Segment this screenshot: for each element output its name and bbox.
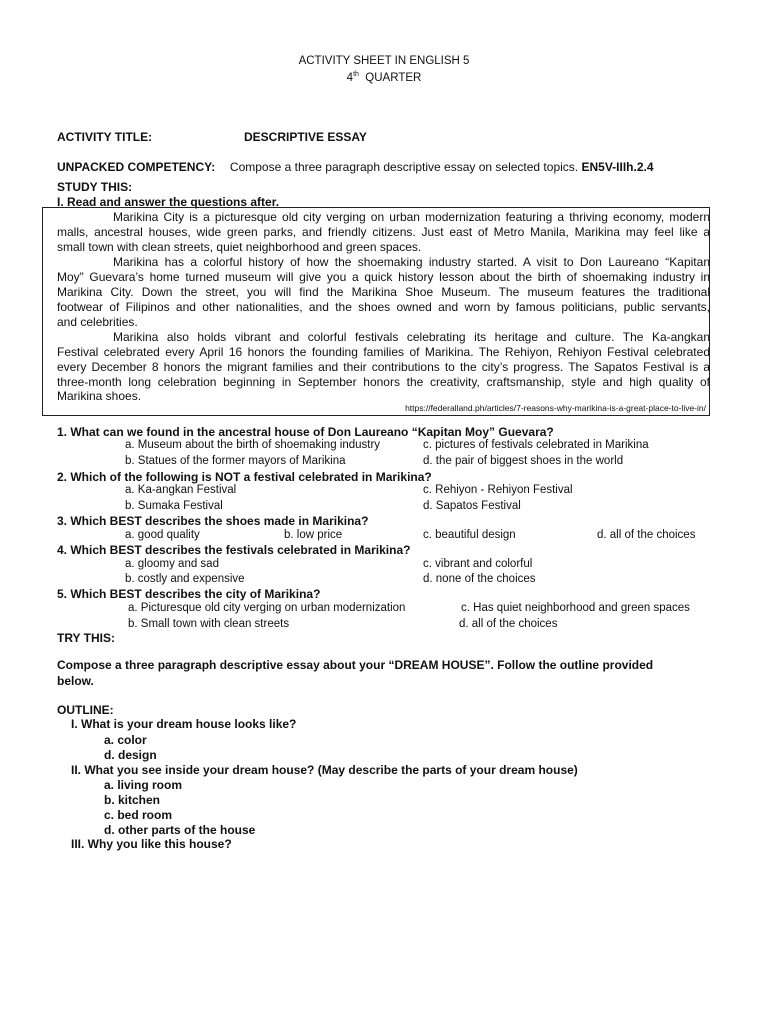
question-2: 2. Which of the following is NOT a festival celebrated in Marikina? (57, 470, 432, 484)
outline-sub-item: a. color (104, 733, 147, 747)
choice: d. Sapatos Festival (423, 500, 521, 512)
outline-item-2: II. What you see inside your dream house? (May describe the parts of your dream house) (71, 763, 578, 777)
sheet-title: ACTIVITY SHEET IN ENGLISH 5 (298, 55, 470, 67)
choice: d. all of the choices (459, 618, 558, 630)
passage-line: Marikina City. Down the street, you will find the Marikina Shoe Museum. The museum features the traditional (57, 285, 710, 299)
activity-title-value: DESCRIPTIVE ESSAY (244, 130, 367, 144)
try-this-label: TRY THIS: (57, 631, 116, 645)
passage-line: footwear of Filipinos and other nationalities, and the shoes owned and worn by famous politicians, public servants, (57, 300, 710, 314)
passage-line: Marikina has a colorful history of how the shoemaking industry started. A visit to Don Laureano “Kapitan (113, 255, 710, 269)
try-this-prompt-cont: below. (57, 674, 94, 688)
instruction-text: I. Read and answer the questions after. (57, 195, 280, 209)
choice: c. beautiful design (423, 529, 516, 541)
outline-sub-item: a. living room (104, 778, 183, 792)
passage-line: Festival celebrated every April 16 honors the founding families of Marikina. The Rehiyon, Rehiyon Festival celebrated (57, 345, 710, 359)
choice: a. Picturesque old city verging on urban modernization (128, 602, 406, 614)
competency-label: UNPACKED COMPETENCY: (57, 160, 216, 174)
passage-line: small town with clean streets, quiet neighborhood and green spaces. (57, 240, 422, 254)
choice: c. vibrant and colorful (423, 558, 533, 570)
quarter-number: 4 (346, 71, 354, 84)
quarter-word: QUARTER (365, 71, 422, 84)
choice: c. pictures of festivals celebrated in Marikina (423, 439, 649, 451)
choice: d. the pair of biggest shoes in the world (423, 455, 624, 467)
passage-line: Moy” Guevara’s home turned museum will give you a quick history lesson about the birth of shoemaking industry in (57, 270, 710, 284)
choice: a. gloomy and sad (125, 558, 219, 570)
quarter-suffix: th (353, 71, 359, 78)
passage-line: Marikina also holds vibrant and colorful festivals celebrating its heritage and culture. The Ka-angkan (113, 330, 710, 344)
passage-line: Marikina City is a picturesque old city verging on urban modernization featuring a thriving economy, modern (113, 210, 710, 224)
choice: c. Has quiet neighborhood and green spaces (461, 602, 690, 614)
source-citation: https://federalland.ph/articles/7-reasons-why-marikina-is-a-great-place-to-live-in/ (405, 403, 706, 413)
choice: a. Ka-angkan Festival (125, 484, 237, 496)
choice: c. Rehiyon - Rehiyon Festival (423, 484, 573, 496)
question-3: 3. Which BEST describes the shoes made in Marikina? (57, 514, 369, 528)
activity-title-label: ACTIVITY TITLE: (57, 130, 153, 144)
choice: b. low price (284, 529, 343, 541)
choice: d. all of the choices (597, 529, 696, 541)
outline-sub-item: b. kitchen (104, 793, 161, 807)
choice: d. none of the choices (423, 573, 536, 585)
passage-line: malls, ancestral houses, wide green parks, and friendly citizens. Just east of Metro Manila, Marikina may feel like a (57, 225, 710, 239)
competency-code: EN5V-IIIh.2.4 (581, 160, 654, 174)
outline-item-1: I. What is your dream house looks like? (71, 717, 297, 731)
outline-sub-item: c. bed room (104, 808, 173, 822)
outline-sub-item: d. design (104, 748, 157, 762)
competency-text: Compose a three paragraph descriptive essay on selected topics. (229, 160, 579, 174)
choice: b. Statues of the former mayors of Marikina (125, 455, 346, 467)
passage-line: every December 8 honors the migrant families and their contributions to the city’s progress. The Sapatos Festival is a (57, 360, 710, 374)
choice: b. costly and expensive (125, 573, 245, 585)
passage-line: and celebrities. (57, 315, 138, 329)
competency-row (57, 160, 654, 174)
study-this-label: STUDY THIS: (57, 180, 133, 194)
outline-label: OUTLINE: (57, 703, 114, 717)
try-this-prompt: Compose a three paragraph descriptive essay about your “DREAM HOUSE”. Follow the outline provided (57, 658, 654, 672)
question-4: 4. Which BEST describes the festivals celebrated in Marikina? (57, 543, 411, 557)
passage-line: Marikina shoes. (57, 389, 142, 403)
choice: a. Museum about the birth of shoemaking industry (125, 439, 381, 451)
outline-sub-item: d. other parts of the house (104, 823, 256, 837)
quarter-heading (0, 71, 768, 84)
choice: b. Sumaka Festival (125, 500, 223, 512)
passage-line: three-month long celebration beginning in September honors the creativity, craftsmanship, style and high quality of (57, 375, 710, 389)
question-1: 1. What can we found in the ancestral house of Don Laureano “Kapitan Moy” Guevara? (57, 425, 554, 439)
choice: a. good quality (125, 529, 200, 541)
choice: b. Small town with clean streets (128, 618, 290, 630)
outline-item-3: III. Why you like this house? (71, 837, 232, 851)
question-5: 5. Which BEST describes the city of Marikina? (57, 587, 321, 601)
